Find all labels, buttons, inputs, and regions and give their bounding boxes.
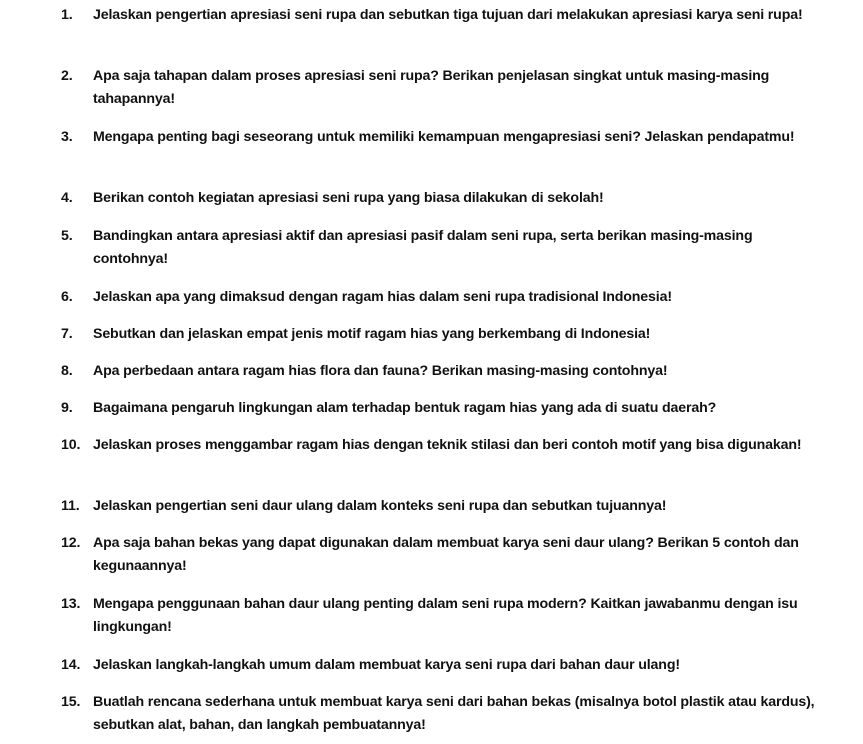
question-number: 10. bbox=[61, 437, 81, 453]
question-number: 12. bbox=[61, 535, 81, 551]
question-text: Jelaskan pengertian apresiasi seni rupa dan sebutkan tiga tujuan dari melakukan apresiasi karya seni rupa! bbox=[93, 7, 803, 23]
question-text: Apa saja bahan bekas yang dapat digunakan dalam membuat karya seni daur ulang? Berikan 5 contoh dan kegunaannya! bbox=[93, 535, 799, 574]
list-item bbox=[0, 225, 863, 286]
question-text: Jelaskan pengertian seni daur ulang dalam konteks seni rupa dan sebutkan tujuannya! bbox=[93, 498, 667, 514]
question-number: 4. bbox=[61, 190, 73, 206]
question-number: 2. bbox=[61, 68, 73, 84]
question-number: 8. bbox=[61, 363, 73, 379]
list-item bbox=[0, 495, 863, 532]
list-item bbox=[0, 126, 863, 187]
list-item bbox=[0, 4, 863, 65]
question-text: Berikan contoh kegiatan apresiasi seni rupa yang biasa dilakukan di sekolah! bbox=[93, 190, 604, 206]
list-item bbox=[0, 691, 863, 737]
question-number: 14. bbox=[61, 657, 81, 673]
question-number: 3. bbox=[61, 129, 73, 145]
question-number: 7. bbox=[61, 326, 73, 342]
question-text: Mengapa penting bagi seseorang untuk memiliki kemampuan mengapresiasi seni? Jelaskan pendapatmu! bbox=[93, 129, 795, 145]
list-item bbox=[0, 532, 863, 593]
list-item bbox=[0, 593, 863, 654]
list-item bbox=[0, 323, 863, 360]
question-text: Apa perbedaan antara ragam hias flora dan fauna? Berikan masing-masing contohnya! bbox=[93, 363, 668, 379]
question-text: Bandingkan antara apresiasi aktif dan apresiasi pasif dalam seni rupa, serta berikan masing-masing contohnya! bbox=[93, 228, 753, 267]
question-number: 13. bbox=[61, 596, 81, 612]
question-number: 6. bbox=[61, 289, 73, 305]
question-text: Mengapa penggunaan bahan daur ulang penting dalam seni rupa modern? Kaitkan jawabanmu dengan isu lingkungan! bbox=[93, 596, 798, 635]
question-text: Jelaskan apa yang dimaksud dengan ragam hias dalam seni rupa tradisional Indonesia! bbox=[93, 289, 672, 305]
question-number: 11. bbox=[61, 498, 80, 514]
question-number: 15. bbox=[61, 694, 81, 710]
question-text: Jelaskan langkah-langkah umum dalam membuat karya seni rupa dari bahan daur ulang! bbox=[93, 657, 680, 673]
question-text: Buatlah rencana sederhana untuk membuat karya seni dari bahan bekas (misalnya botol plastik atau kardus), sebutkan alat, bahan, dan langkah pembuatannya! bbox=[93, 694, 815, 733]
question-number: 5. bbox=[61, 228, 73, 244]
list-item bbox=[0, 434, 863, 495]
list-item bbox=[0, 187, 863, 225]
list-item bbox=[0, 360, 863, 397]
list-item bbox=[0, 654, 863, 691]
list-item bbox=[0, 397, 863, 434]
question-text: Apa saja tahapan dalam proses apresiasi seni rupa? Berikan penjelasan singkat untuk masing-masing tahapannya! bbox=[93, 68, 770, 107]
question-list bbox=[0, 4, 863, 737]
question-text: Jelaskan proses menggambar ragam hias dengan teknik stilasi dan beri contoh motif yang bisa digunakan! bbox=[93, 437, 802, 453]
question-text: Sebutkan dan jelaskan empat jenis motif ragam hias yang berkembang di Indonesia! bbox=[93, 326, 651, 342]
list-item bbox=[0, 65, 863, 126]
question-text: Bagaimana pengaruh lingkungan alam terhadap bentuk ragam hias yang ada di suatu daerah? bbox=[93, 400, 717, 416]
question-number: 9. bbox=[61, 400, 73, 416]
question-number: 1. bbox=[61, 7, 73, 23]
list-item bbox=[0, 286, 863, 323]
